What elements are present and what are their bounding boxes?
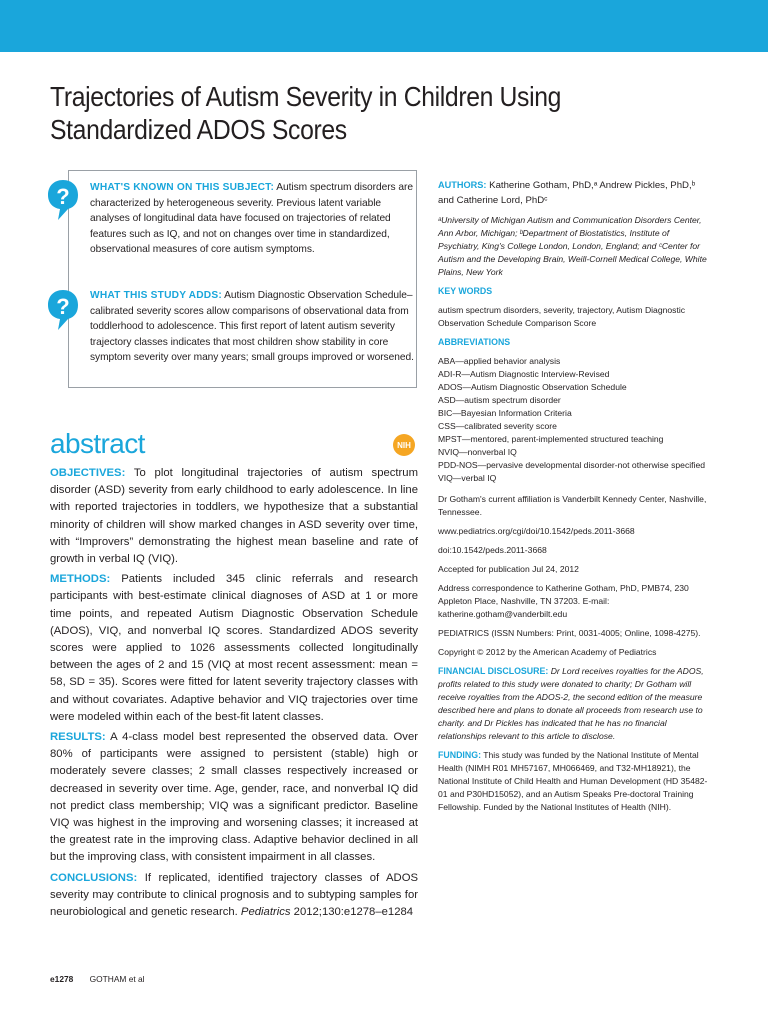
issn: PEDIATRICS (ISSN Numbers: Print, 0031-4005; Online, 1098-4275).	[438, 628, 701, 638]
abbreviation-item: ADOS—Autism Diagnostic Observation Schedule	[438, 382, 627, 392]
citation-details: 2012;130:e1278–e1284	[293, 906, 414, 919]
title-line-1: Trajectories of Autism Severity in Children Using	[50, 81, 562, 112]
whats-known-text: Autism spectrum disorders are characterized by heterogeneous severity. Previous latent variable analyses of longitudinal data have focused on trajectories of related features such as IQ, and not on changes over time in standardized, observational measures of core autism symptoms.	[90, 182, 413, 256]
nih-badge: NIH	[393, 434, 415, 456]
question-mark-icon	[46, 178, 80, 222]
financial-disclosure	[438, 665, 710, 743]
running-head: GOTHAM et al	[89, 974, 145, 984]
title-line-2: Standardized ADOS Scores	[50, 114, 347, 145]
page-number: e1278	[50, 974, 74, 984]
whats-known-label: WHAT'S KNOWN ON THIS SUBJECT:	[90, 182, 275, 193]
abbreviation-item: ADI-R—Autism Diagnostic Interview-Revised	[438, 369, 610, 379]
disclosure-label: FINANCIAL DISCLOSURE:	[438, 666, 549, 676]
abbreviations-list	[438, 355, 710, 485]
article-title	[50, 80, 626, 146]
conclusions-text: If replicated, identified trajectory classes of ADOS severity may contribute to clinical prognosis and to subtyping samples for neurobiological and genetic research.	[50, 871, 419, 919]
abstract-body	[50, 465, 418, 924]
page-footer	[50, 974, 145, 984]
affiliations: ᵃUniversity of Michigan Autism and Communication Disorders Center, Ann Arbor, Michigan; ᵇDepartment of Biostatistics, Institute of Psychiatry, King's College London, London, England; and ᶜCenter for Autism and the Developing Brain, Weill-Cornell Medical College, White Plains, New York	[438, 215, 707, 277]
affiliation-note: Dr Gotham's current affiliation is Vanderbilt Kennedy Center, Nashville, Tennessee.	[438, 494, 707, 517]
abbreviation-item: CSS—calibrated severity score	[438, 421, 557, 431]
study-adds-paragraph	[90, 288, 420, 366]
keywords-text: autism spectrum disorders, severity, trajectory, Autism Diagnostic Observation Schedule Comparison Score	[438, 305, 686, 328]
abbreviation-item: VIQ—verbal IQ	[438, 473, 497, 483]
article-info-column	[438, 178, 710, 820]
abbreviation-item: MPST—mentored, parent-implemented structured teaching	[438, 434, 664, 444]
conclusions-paragraph	[50, 870, 418, 922]
results-paragraph	[50, 729, 418, 867]
study-adds-text: Autism Diagnostic Observation Schedule–calibrated severity scores allow comparisons of observational data from toddlerhood to adolescence. This first report of latent autism severity trajectory classes indicates that most children show stability in core symptom severity over many years; small groups improved or worsened.	[90, 290, 414, 364]
results-label: RESULTS:	[50, 731, 106, 744]
abbreviation-item: NVIQ—nonverbal IQ	[438, 447, 517, 457]
svg-text:?: ?	[56, 294, 70, 319]
copyright: Copyright © 2012 by the American Academy of Pediatrics	[438, 647, 657, 657]
methods-label: METHODS:	[50, 573, 111, 586]
abbreviation-item: ABA—applied behavior analysis	[438, 356, 561, 366]
objectives-text: To plot longitudinal trajectories of autism spectrum disorder (ASD) severity from early childhood to early adolescence. In line with reported trajectories in toddlers, we hypothesize that a substantial minority of children will show marked changes in ASD severity over time, with “Improvers” demonstrating the highest mean baseline and rate of growth in verbal IQ (VIQ).	[50, 467, 418, 566]
methods-text: Patients included 345 clinic referrals and research participants with best-estimate clinical diagnoses of ASD at 1 or more time points, and repeated Autism Diagnostic Observation Schedule (ADOS), VIQ, and nonverbal IQ scores. Standardized ADOS severity scores were applied to 1026 assessments collected longitudinally between the ages of 2 and 15 (VIQ at most recent assessment: mean = 58, SD = 35). Scores were fitted for latent severity trajectory classes with and without covariates. Adaptive behavior and VIQ trajectories over time were modeled within each of the best-fit latent classes.	[50, 573, 418, 723]
methods-paragraph	[50, 571, 418, 726]
abbreviation-item: ASD—autism spectrum disorder	[438, 395, 561, 405]
funding	[438, 749, 710, 814]
authors-text: Katherine Gotham, PhD,ᵃ Andrew Pickles, PhD,ᵇ and Catherine Lord, PhDᶜ	[438, 180, 696, 206]
accepted-date: Accepted for publication Jul 24, 2012	[438, 564, 579, 574]
abbreviations-label: ABBREVIATIONS	[438, 337, 511, 347]
authors-label: AUTHORS:	[438, 180, 487, 190]
citation-journal: Pediatrics	[240, 906, 291, 919]
funding-text: This study was funded by the National Institute of Mental Health (NIMH R01 MH57167, MH066469, and T32-MH18921), the National Institute of Child Health and Human Development (HD 35482-01 and P30HD15052), and an Autism Speaks Pre-doctoral Training Fellowship. Funded by the National Institutes of Health (NIH).	[438, 750, 708, 812]
abbreviation-item: BIC—Bayesian Information Criteria	[438, 408, 572, 418]
abbreviation-item: PDD-NOS—pervasive developmental disorder-not otherwise specified	[438, 460, 706, 470]
article-doi: doi:10.1542/peds.2011-3668	[438, 545, 547, 555]
correspondence: Address correspondence to Katherine Gotham, PhD, PMB74, 230 Appleton Place, Nashville, TN 37203. E-mail: katherine.gotham@vanderbilt.edu	[438, 583, 689, 619]
article-url[interactable]: www.pediatrics.org/cgi/doi/10.1542/peds.2011-3668	[438, 526, 635, 536]
keywords-label: KEY WORDS	[438, 286, 493, 296]
study-adds-label: WHAT THIS STUDY ADDS:	[90, 290, 222, 301]
abstract-heading: abstract	[50, 428, 145, 459]
header-bar	[0, 0, 768, 52]
whats-known-paragraph	[90, 180, 420, 258]
svg-text:?: ?	[56, 184, 70, 209]
authors	[438, 178, 710, 208]
question-mark-icon	[46, 288, 80, 332]
conclusions-label: CONCLUSIONS:	[50, 871, 138, 884]
funding-label: FUNDING:	[438, 750, 482, 760]
objectives-label: OBJECTIVES:	[50, 467, 126, 479]
disclosure-text: Dr Lord receives royalties for the ADOS, profits related to this study were donated to charity; Dr Gotham will receive royalties from the ADOS-2, the second edition of the measure described here and plans to donate all proceeds from research use to charity. and Dr Pickles has indicated that he has no financial relationships relevant to this article to disclose.	[438, 666, 704, 741]
objectives-paragraph	[50, 465, 418, 568]
results-text: A 4-class model best represented the observed data. Over 80% of participants were assigned to persistent (stable) high or moderately severe classes; 2 small classes respectively increased or decreased in severity over time. Age, gender, race, and nonverbal IQ did not predict class membership; VIQ was a significant predictor. Baseline VIQ was highest in the improving and worsening classes; it increased at the greatest rate in the improving class. Adaptive behavior declined in all but the improving class, with consistent impairment in all classes.	[50, 731, 419, 864]
